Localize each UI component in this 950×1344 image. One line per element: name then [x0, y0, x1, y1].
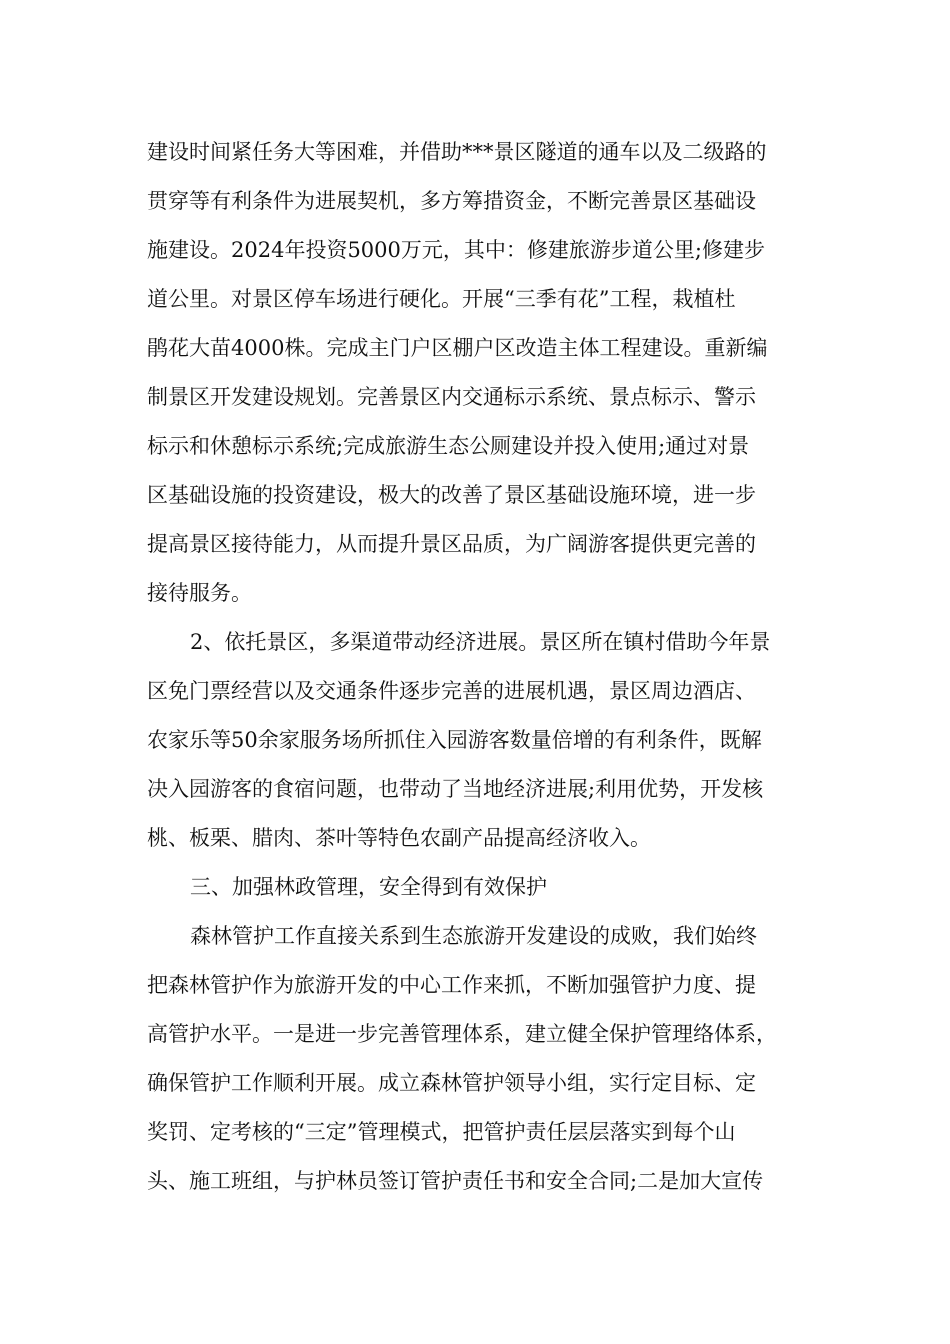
text-line: 接待服务。 — [147, 581, 252, 605]
text-line: 把森林管护作为旅游开发的中心工作来抓，不断加强管护力度、提 — [147, 973, 756, 997]
text-line: 区基础设施的投资建设，极大的改善了景区基础设施环境，进一步 — [147, 483, 756, 507]
paragraph-start-line: 2、依托景区，多渠道带动经济进展。景区所在镇村借助今年景 — [190, 630, 771, 654]
text-line: 道公里。对景区停车场进行硬化。开展“三季有花”工程，栽植杜 — [147, 287, 736, 311]
text-line: 奖罚、定考核的“三定”管理模式，把管护责任层层落实到每个山 — [147, 1120, 736, 1144]
text-line: 标示和休憩标示系统;完成旅游生态公厕建设并投入使用;通过对景 — [147, 434, 750, 458]
text-line: 头、施工班组，与护林员签订管护责任书和安全合同;二是加大宣传 — [147, 1169, 764, 1193]
text-line: 建设时间紧任务大等困难，并借助***景区隧道的通车以及二级路的 — [147, 140, 767, 164]
text-line: 桃、板栗、腊肉、茶叶等特色农副产品提高经济收入。 — [147, 826, 651, 850]
text-line: 确保管护工作顺利开展。成立森林管护领导小组，实行定目标、定 — [147, 1071, 756, 1095]
text-line: 制景区开发建设规划。完善景区内交通标示系统、景点标示、警示 — [147, 385, 756, 409]
body-text — [147, 128, 827, 1206]
paragraph-start-line: 森林管护工作直接关系到生态旅游开发建设的成败，我们始终 — [190, 924, 757, 948]
text-line: 农家乐等50余家服务场所抓住入园游客数量倍增的有利条件，既解 — [147, 728, 762, 752]
text-line: 区免门票经营以及交通条件逐步完善的进展机遇，景区周边酒店、 — [147, 679, 756, 703]
text-line: 鹃花大苗4000株。完成主门户区棚户区改造主体工程建设。重新编 — [147, 336, 768, 360]
text-line: 提高景区接待能力，从而提升景区品质，为广阔游客提供更完善的 — [147, 532, 756, 556]
text-line: 施建设。2024年投资5000万元，其中：修建旅游步道公里;修建步 — [147, 238, 765, 262]
text-line: 高管护水平。一是进一步完善管理体系，建立健全保护管理络体系， — [147, 1022, 777, 1046]
text-line: 贯穿等有利条件为进展契机，多方筹措资金，不断完善景区基础设 — [147, 189, 756, 213]
section-heading: 三、加强林政管理，安全得到有效保护 — [190, 875, 547, 899]
text-line: 决入园游客的食宿问题，也带动了当地经济进展;利用优势，开发核 — [147, 777, 764, 801]
